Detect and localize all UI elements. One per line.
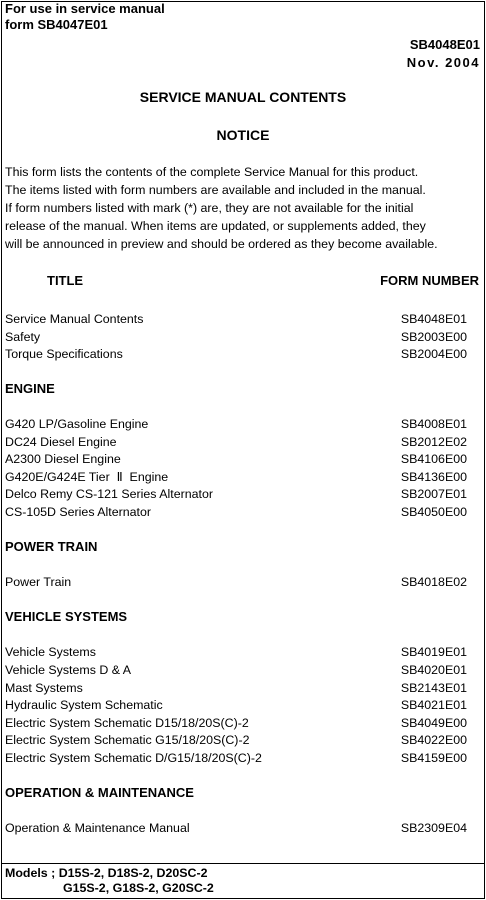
row-title: A2300 Diesel Engine (5, 452, 121, 466)
column-title-heading: TITLE (47, 273, 84, 288)
footer-divider (1, 863, 485, 864)
page-title: SERVICE MANUAL CONTENTS (139, 89, 347, 105)
row-form: SB4136E00 (400, 470, 467, 484)
section-heading-engine: ENGINE (5, 381, 55, 396)
row-title: Hydraulic System Schematic (5, 698, 163, 712)
row-form: SB2003E00 (400, 330, 467, 344)
row-form: SB2004E00 (400, 347, 467, 361)
row-title: G420E/G424E Tier Ⅱ Engine (5, 470, 169, 484)
row-title: Electric System Schematic G15/18/20S(C)-2 (5, 733, 250, 747)
section-heading-vehicle-systems: VEHICLE SYSTEMS (5, 609, 128, 624)
row-title: Delco Remy CS-121 Series Alternator (5, 487, 213, 501)
row-title: Vehicle Systems D & A (5, 663, 132, 677)
row-form: SB4019E01 (400, 645, 467, 659)
models-line1: D15S-2, D18S-2, D20SC-2 (58, 866, 208, 880)
row-title: CS-105D Series Alternator (5, 505, 152, 519)
usage-note-line1: For use in service manual (5, 1, 165, 16)
section-heading-operation-maintenance: OPERATION & MAINTENANCE (5, 785, 194, 800)
row-title: Torque Specifications (5, 347, 123, 361)
notice-line: The items listed with form numbers are available and included in the manual. (5, 183, 426, 197)
row-form: SB4020E01 (400, 663, 467, 677)
row-form: SB4048E01 (400, 312, 467, 326)
row-form: SB4049E00 (400, 716, 467, 730)
row-title: Vehicle Systems (5, 645, 96, 659)
models-line2: G15S-2, G18S-2, G20SC-2 (63, 881, 214, 895)
row-title: Service Manual Contents (5, 312, 144, 326)
notice-text (5, 163, 438, 253)
row-form: SB4050E00 (400, 505, 467, 519)
row-form: SB4022E00 (400, 733, 467, 747)
row-form: SB4018E02 (400, 575, 467, 589)
notice-heading: NOTICE (216, 127, 270, 143)
usage-note (5, 1, 165, 33)
section-heading-power-train: POWER TRAIN (5, 539, 98, 554)
row-title: DC24 Diesel Engine (5, 435, 117, 449)
column-form-number-heading: FORM NUMBER (380, 273, 479, 288)
models-label: Models ; (5, 866, 56, 880)
issue-date: Nov. 2004 (406, 55, 480, 70)
row-form: SB2012E02 (400, 435, 467, 449)
notice-line: will be announced in preview and should be ordered as they become available. (5, 237, 438, 251)
notice-line: If form numbers listed with mark (*) are, they are not available for the initial (5, 201, 414, 215)
row-title: Electric System Schematic D/G15/18/20S(C)-2 (5, 751, 262, 765)
usage-note-line2: form SB4047E01 (5, 17, 108, 32)
row-form: SB4008E01 (400, 417, 467, 431)
row-form: SB2143E01 (400, 681, 467, 695)
row-title: G420 LP/Gasoline Engine (5, 417, 149, 431)
models-block (5, 866, 214, 896)
row-form: SB4106E00 (400, 452, 467, 466)
row-title: Mast Systems (5, 681, 83, 695)
row-form: SB2309E04 (400, 821, 467, 835)
notice-line: release of the manual. When items are updated, or supplements added, they (5, 219, 426, 233)
row-title: Safety (5, 330, 41, 344)
form-number: SB4048E01 (409, 37, 480, 52)
row-title: Operation & Maintenance Manual (5, 821, 190, 835)
row-form: SB4159E00 (400, 751, 467, 765)
row-form: SB4021E01 (400, 698, 467, 712)
row-title: Power Train (5, 575, 72, 589)
notice-line: This form lists the contents of the complete Service Manual for this product. (5, 165, 419, 179)
row-title: Electric System Schematic D15/18/20S(C)-2 (5, 716, 249, 730)
row-form: SB2007E01 (400, 487, 467, 501)
